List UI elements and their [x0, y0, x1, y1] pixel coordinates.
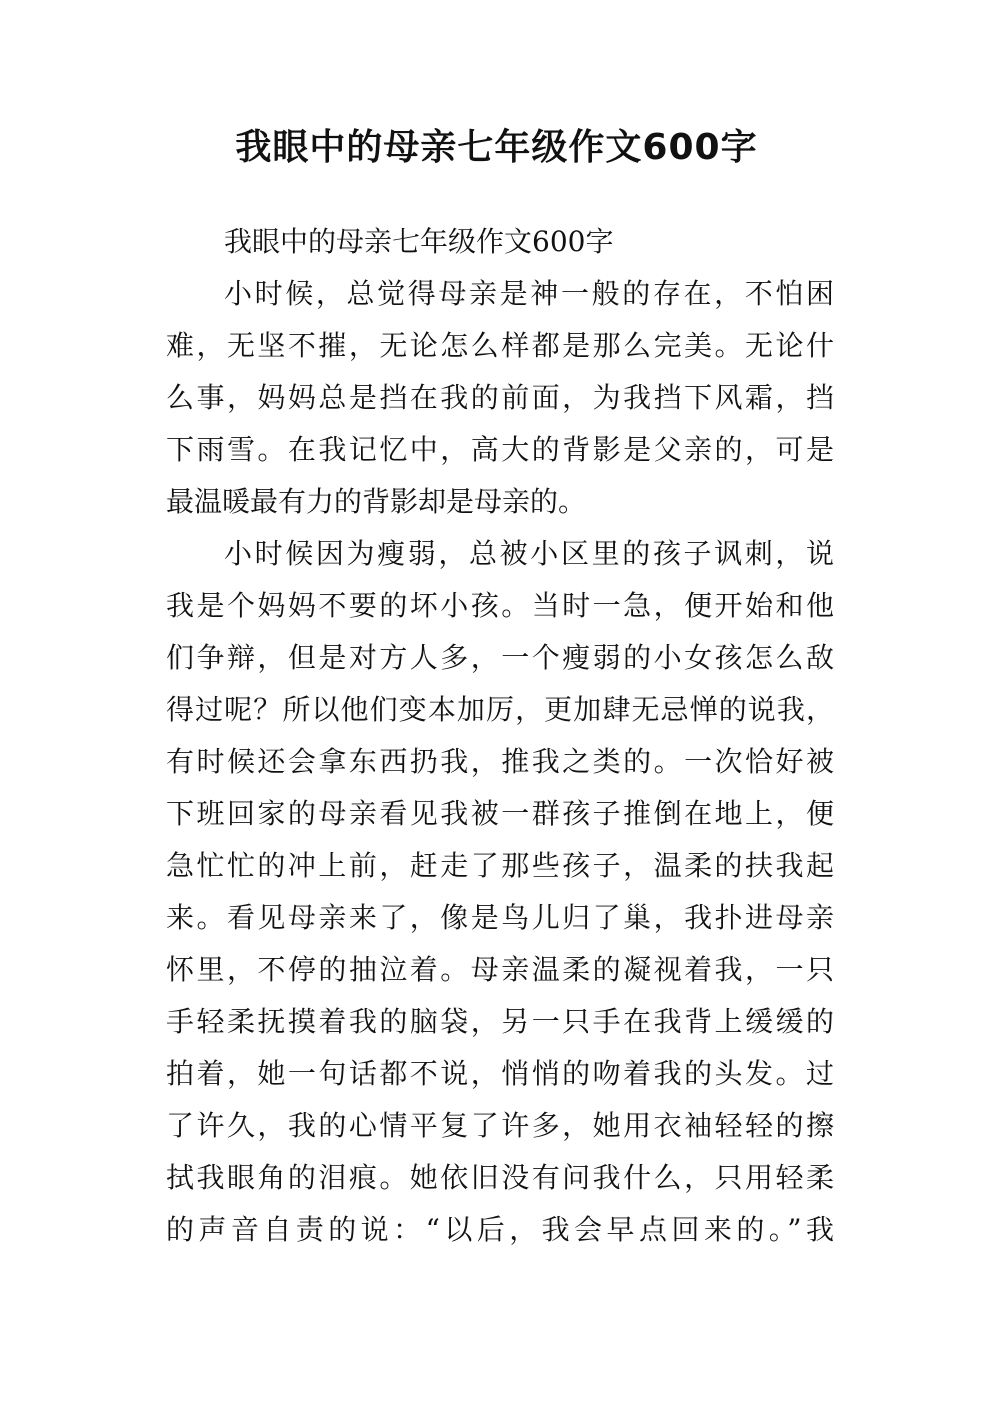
paragraph-line: 最温暖最有力的背影却是母亲的。: [166, 485, 587, 518]
paragraph-line: 得过呢？所以他们变本加厉，更加肆无忌惮的说我，: [166, 693, 834, 726]
paragraph-line: 拍着，她一句话都不说，悄悄的吻着我的头发。过: [166, 1057, 834, 1090]
paragraph-line: 手轻柔抚摸着我的脑袋，另一只手在我背上缓缓的: [166, 1005, 834, 1038]
paragraph-line: 有时候还会拿东西扔我，推我之类的。一次恰好被: [166, 745, 834, 778]
paragraph-line: 我是个妈妈不要的坏小孩。当时一急，便开始和他: [166, 589, 834, 622]
paragraph-line: 的声音自责的说：“以后，我会早点回来的。”我: [166, 1213, 834, 1246]
paragraph-line: 下雨雪。在我记忆中，高大的背影是父亲的，可是: [166, 433, 834, 466]
document-body: [166, 216, 834, 1256]
subtitle-line: 我眼中的母亲七年级作文600字: [224, 225, 614, 258]
document-title: 我眼中的母亲七年级作文600字: [235, 127, 758, 168]
paragraph-line: 怀里，不停的抽泣着。母亲温柔的凝视着我，一只: [166, 953, 834, 986]
paragraph-line: 小时候因为瘦弱，总被小区里的孩子讽刺，说: [224, 537, 834, 570]
paragraph-line: 急忙忙的冲上前，赶走了那些孩子，温柔的扶我起: [166, 849, 834, 882]
paragraph-line: 了许久，我的心情平复了许多，她用衣袖轻轻的擦: [166, 1109, 834, 1142]
paragraph-line: 下班回家的母亲看见我被一群孩子推倒在地上，便: [166, 797, 834, 830]
paragraph-line: 小时候，总觉得母亲是神一般的存在，不怕困: [224, 277, 834, 310]
paragraph-line: 来。看见母亲来了，像是鸟儿归了巢，我扑进母亲: [166, 901, 834, 934]
paragraph-line: 们争辩，但是对方人多，一个瘦弱的小女孩怎么敌: [166, 641, 834, 674]
paragraph-line: 难，无坚不摧，无论怎么样都是那么完美。无论什: [166, 329, 834, 362]
paragraph-line: 拭我眼角的泪痕。她依旧没有问我什么，只用轻柔: [166, 1161, 834, 1194]
paragraph-line: 么事，妈妈总是挡在我的前面，为我挡下风霜，挡: [166, 381, 834, 414]
